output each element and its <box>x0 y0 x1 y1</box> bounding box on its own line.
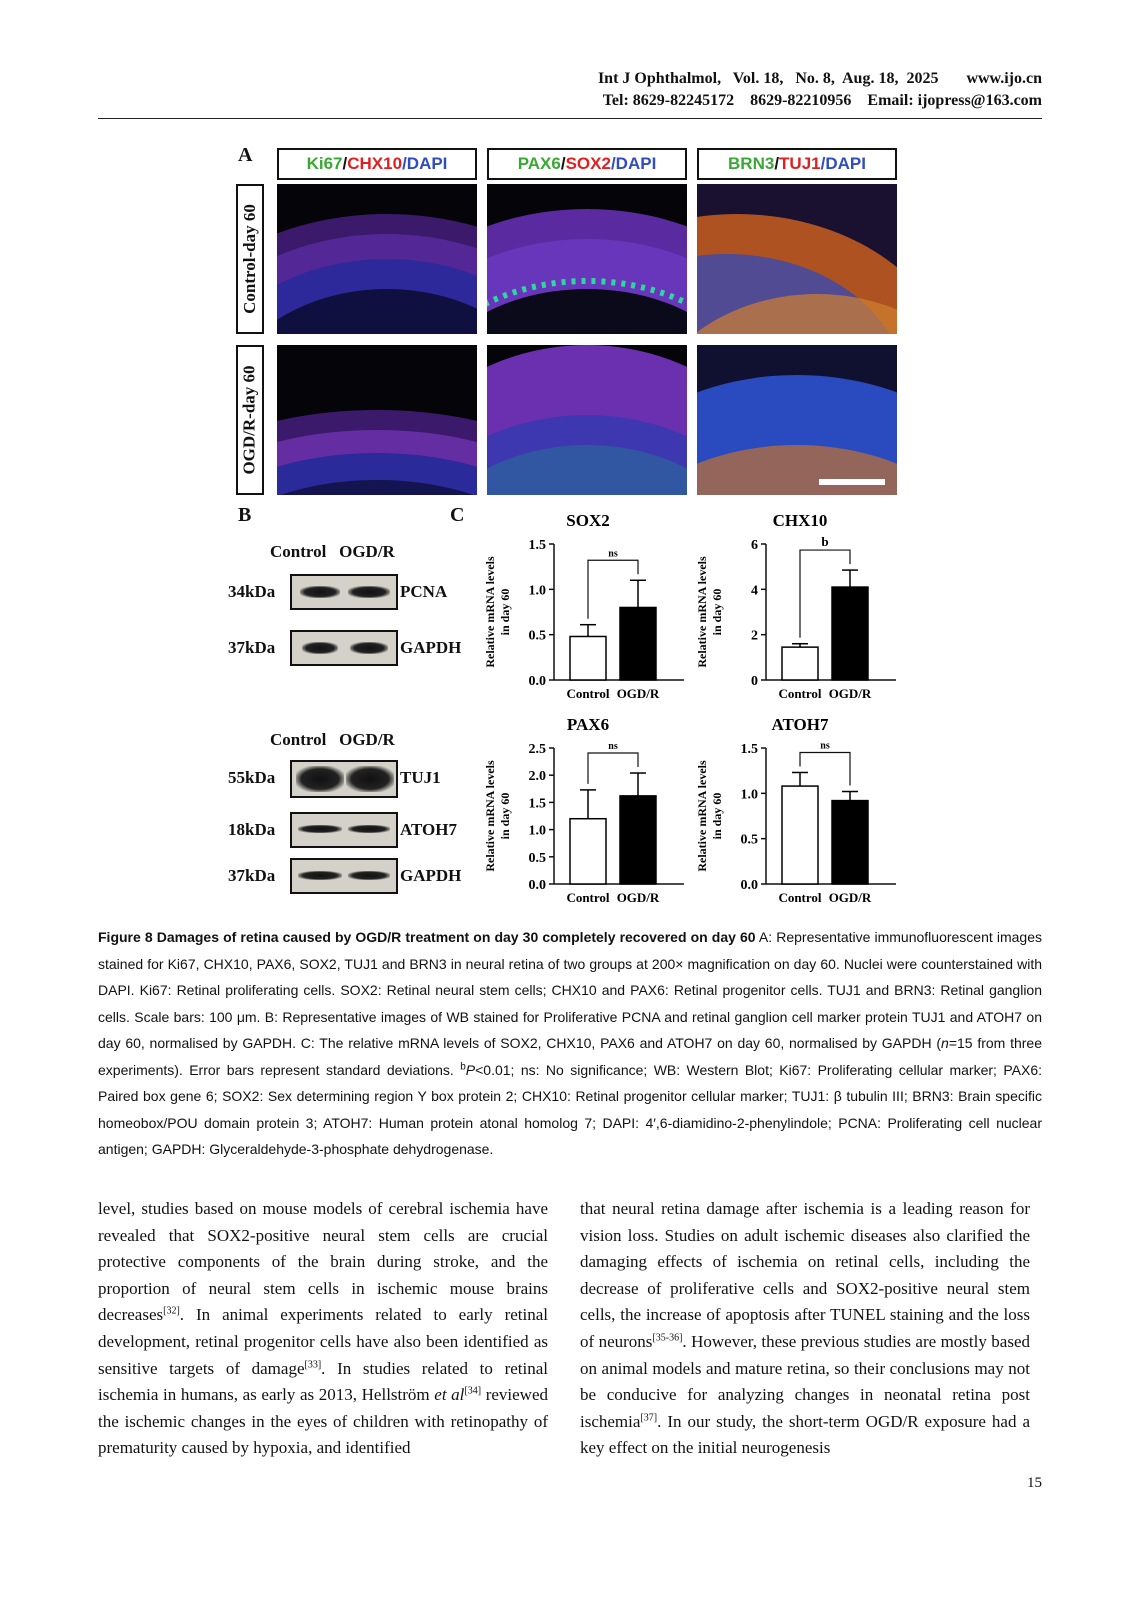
significance-label: ns <box>820 740 830 752</box>
stain-part: PAX6 <box>517 154 561 173</box>
y-tick-label: 2.0 <box>528 769 546 785</box>
blot-atoh7 <box>290 812 398 848</box>
significance-bracket <box>588 753 638 784</box>
stain-part: BRN3 <box>728 154 775 173</box>
blot-gapdh-1 <box>290 630 398 666</box>
chart-chx10 <box>690 506 910 706</box>
chart-title: ATOH7 <box>771 715 829 734</box>
stain-part: CHX10 <box>347 154 403 173</box>
y-axis-label: in day 60 <box>710 792 724 840</box>
significance-label: ns <box>608 548 618 560</box>
stain-part: /DAPI <box>402 154 448 173</box>
page-number: 15 <box>1027 1475 1042 1491</box>
chart-pax6 <box>478 710 698 910</box>
caption-title: Figure 8 Damages of retina caused by OGD/R treatment on day 30 completely recovered on day 60 <box>98 929 756 945</box>
significance-label: ns <box>608 741 618 753</box>
journal-header-line1: Int J Ophthalmol, Vol. 18, No. 8, Aug. 18, 2025 www.ijo.cn <box>597 70 1042 87</box>
y-axis-label: Relative mRNA levels <box>483 556 497 668</box>
blot2-kda-gapdh: 37kDa <box>228 866 276 885</box>
scale-bar <box>819 479 885 485</box>
chart-atoh7 <box>690 710 910 910</box>
blot2-protein-tuj1: TUJ1 <box>400 768 441 787</box>
stain-part: SOX2 <box>565 154 611 173</box>
stain-part: /DAPI <box>820 154 866 173</box>
x-tick-label: OGD/R <box>828 686 872 701</box>
blot1-header: Control OGD/R <box>270 542 395 561</box>
micrograph-control-pax6 <box>487 184 687 334</box>
stain-part: / <box>560 154 566 173</box>
y-tick-label: 0.5 <box>740 832 758 848</box>
blot-pcna <box>290 574 398 610</box>
stain-part: Ki67 <box>306 154 343 173</box>
blot1-protein-pcna: PCNA <box>400 582 448 601</box>
blot-gapdh-2 <box>290 858 398 894</box>
stain-part: / <box>774 154 780 173</box>
blot2-kda-tuj1: 55kDa <box>228 768 276 787</box>
x-tick-label: OGD/R <box>616 686 660 701</box>
bar-ogdr <box>620 796 656 884</box>
y-tick-label: 2 <box>751 628 758 644</box>
blot2-header: Control OGD/R <box>270 730 395 749</box>
y-tick-label: 0.0 <box>528 878 546 893</box>
y-tick-label: 0.5 <box>528 850 546 866</box>
y-axis-label: in day 60 <box>710 588 724 636</box>
blot1-kda-pcna: 34kDa <box>228 582 276 601</box>
y-tick-label: 1.0 <box>740 787 758 803</box>
x-tick-label: Control <box>778 890 822 905</box>
y-tick-label: 1.0 <box>528 583 546 599</box>
stain-label-pax6-sox2-dapi <box>487 148 687 180</box>
y-axis-label: Relative mRNA levels <box>695 556 709 668</box>
micrograph-control-brn3 <box>697 184 897 334</box>
micrograph-ogdr-brn3 <box>697 345 897 495</box>
y-tick-label: 1.5 <box>528 796 546 812</box>
chart-title: CHX10 <box>772 511 828 530</box>
figure-caption: Figure 8 Damages of retina caused by OGD/R treatment on day 30 completely recovered on day 60 A: Representative immunofluorescent images stained for Ki67, CHX10, PAX6, SOX2, TUJ1 and BRN3 in neural retina of two groups at 200× magnification on day 60. Nuclei were counterstained with DAPI. Ki67: Retinal proliferating cells. SOX2: Retinal neural stem cells; CHX10 and PAX6: Retinal progenitor cells. TUJ1 and BRN3: Retinal ganglion cells. Scale bars: 100 μm. B: Representative images of WB stained for Proliferative PCNA and retinal ganglion cell marker protein TUJ1 and ATOH7 on day 60, normalised by GAPDH. C: The relative mRNA levels of SOX2, CHX10, PAX6 and ATOH7 on day 60, normalised by GAPDH (n=15 from three experiments). Error bars represent standard deviations. $^b$P<0.01; ns: No significance; WB: Western Blot; Ki67: Proliferating cellular marker; PAX6: Paired box gene 6; SOX2: Sex determining region Y box protein 2; CHX10: Retinal progenitor cellular marker; TUJ1: β tubulin III; BRN3: Brain specific homeobox/POU domain protein 3; ATOH7: Human protein atonal homolog 7; DAPI: 4′,6-diamidino-2-phenylindole; PCNA: Proliferating cell nuclear antigen; GAPDH: Glyceraldehyde-3-phosphate dehydrogenase. <box>98 929 1042 1157</box>
header-rule <box>98 118 1042 119</box>
blot1-kda-gapdh: 37kDa <box>228 638 276 657</box>
chart-title: PAX6 <box>566 715 610 734</box>
chart-title: SOX2 <box>566 511 610 530</box>
panel-c-letter: C <box>450 504 465 526</box>
y-tick-label: 4 <box>751 583 758 599</box>
y-axis-label: Relative mRNA levels <box>483 760 497 872</box>
bar-control <box>782 786 818 884</box>
y-tick-label: 0.5 <box>528 628 546 644</box>
x-tick-label: Control <box>566 890 610 905</box>
significance-bracket <box>800 752 850 785</box>
bar-ogdr <box>620 607 656 680</box>
y-tick-label: 2.5 <box>528 742 546 757</box>
stain-label-ki67-chx10-dapi <box>277 148 477 180</box>
body-column-right: that neural retina damage after ischemia is a leading reason for vision loss. Studies on adult ischemic diseases also clarified the damaging effects of ischemia on retinal cells, including the decrease of proliferative cells and SOX2-positive neural stem cells, the increase of apoptosis after TUNEL staining and the loss of neurons[35-36]. However, these previous studies are mostly based on animal models and mature retina, so their conclusions may not be conducive for analyzing changes in neonatal retina post ischemia[37]. In our study, the short-term OGD/R exposure had a key effect on the initial neurogenesis <box>580 1199 1030 1458</box>
blot2-kda-atoh7: 18kDa <box>228 820 276 839</box>
journal-header-line2: Tel: 8629-82245172 8629-82210956 Email: ijopress@163.com <box>602 92 1042 109</box>
blot-tuj1 <box>290 760 398 798</box>
y-tick-label: 0.0 <box>528 674 546 689</box>
x-tick-label: Control <box>566 686 610 701</box>
stain-part: /DAPI <box>610 154 657 173</box>
y-axis-label: in day 60 <box>498 792 512 840</box>
stain-part: / <box>342 154 348 173</box>
row-label-ogdr: OGD/R-day 60 <box>236 345 264 495</box>
y-tick-label: 1.5 <box>528 538 546 553</box>
panel-a-letter: A <box>238 144 253 166</box>
row-label-control: Control-day 60 <box>236 184 264 334</box>
body-column-left: level, studies based on mouse models of cerebral ischemia have revealed that SOX2-positive neural stem cells are crucial protective components of the brain during stroke, and the proportion of neural stem cells in ischemic mouse brains decreases[32]. In animal experiments related to early retinal development, retinal progenitor cells have also been identified as sensitive targets of damage[33]. In studies related to retinal ischemia in humans, as early as 2013, Hellström et al[34] reviewed the ischemic changes in the eyes of children with retinopathy of prematurity caused by hypoxia, and identified <box>98 1199 548 1458</box>
y-tick-label: 0 <box>751 674 758 689</box>
x-tick-label: Control <box>778 686 822 701</box>
y-tick-label: 1.0 <box>528 823 546 839</box>
stain-part: TUJ1 <box>779 154 821 173</box>
x-tick-label: OGD/R <box>828 890 872 905</box>
micrograph-ogdr-ki67 <box>277 345 477 495</box>
blot2-protein-gapdh: GAPDH <box>400 866 462 885</box>
bar-control <box>570 819 606 884</box>
x-tick-label: OGD/R <box>616 890 660 905</box>
micrograph-ogdr-pax6 <box>487 345 687 495</box>
y-tick-label: 1.5 <box>740 742 758 757</box>
y-tick-label: 0.0 <box>740 878 758 893</box>
bar-ogdr <box>832 801 868 884</box>
stain-label-brn3-tuj1-dapi <box>697 148 897 180</box>
y-tick-label: 6 <box>751 538 758 553</box>
bar-control <box>782 647 818 680</box>
blot1-protein-gapdh: GAPDH <box>400 638 462 657</box>
chart-sox2 <box>478 506 698 706</box>
blot2-protein-atoh7: ATOH7 <box>400 820 457 839</box>
y-axis-label: in day 60 <box>498 588 512 636</box>
bar-ogdr <box>832 587 868 680</box>
micrograph-control-ki67 <box>277 184 477 334</box>
panel-b-letter: B <box>238 504 252 526</box>
bar-control <box>570 636 606 680</box>
significance-label: b <box>821 534 829 550</box>
y-axis-label: Relative mRNA levels <box>695 760 709 872</box>
